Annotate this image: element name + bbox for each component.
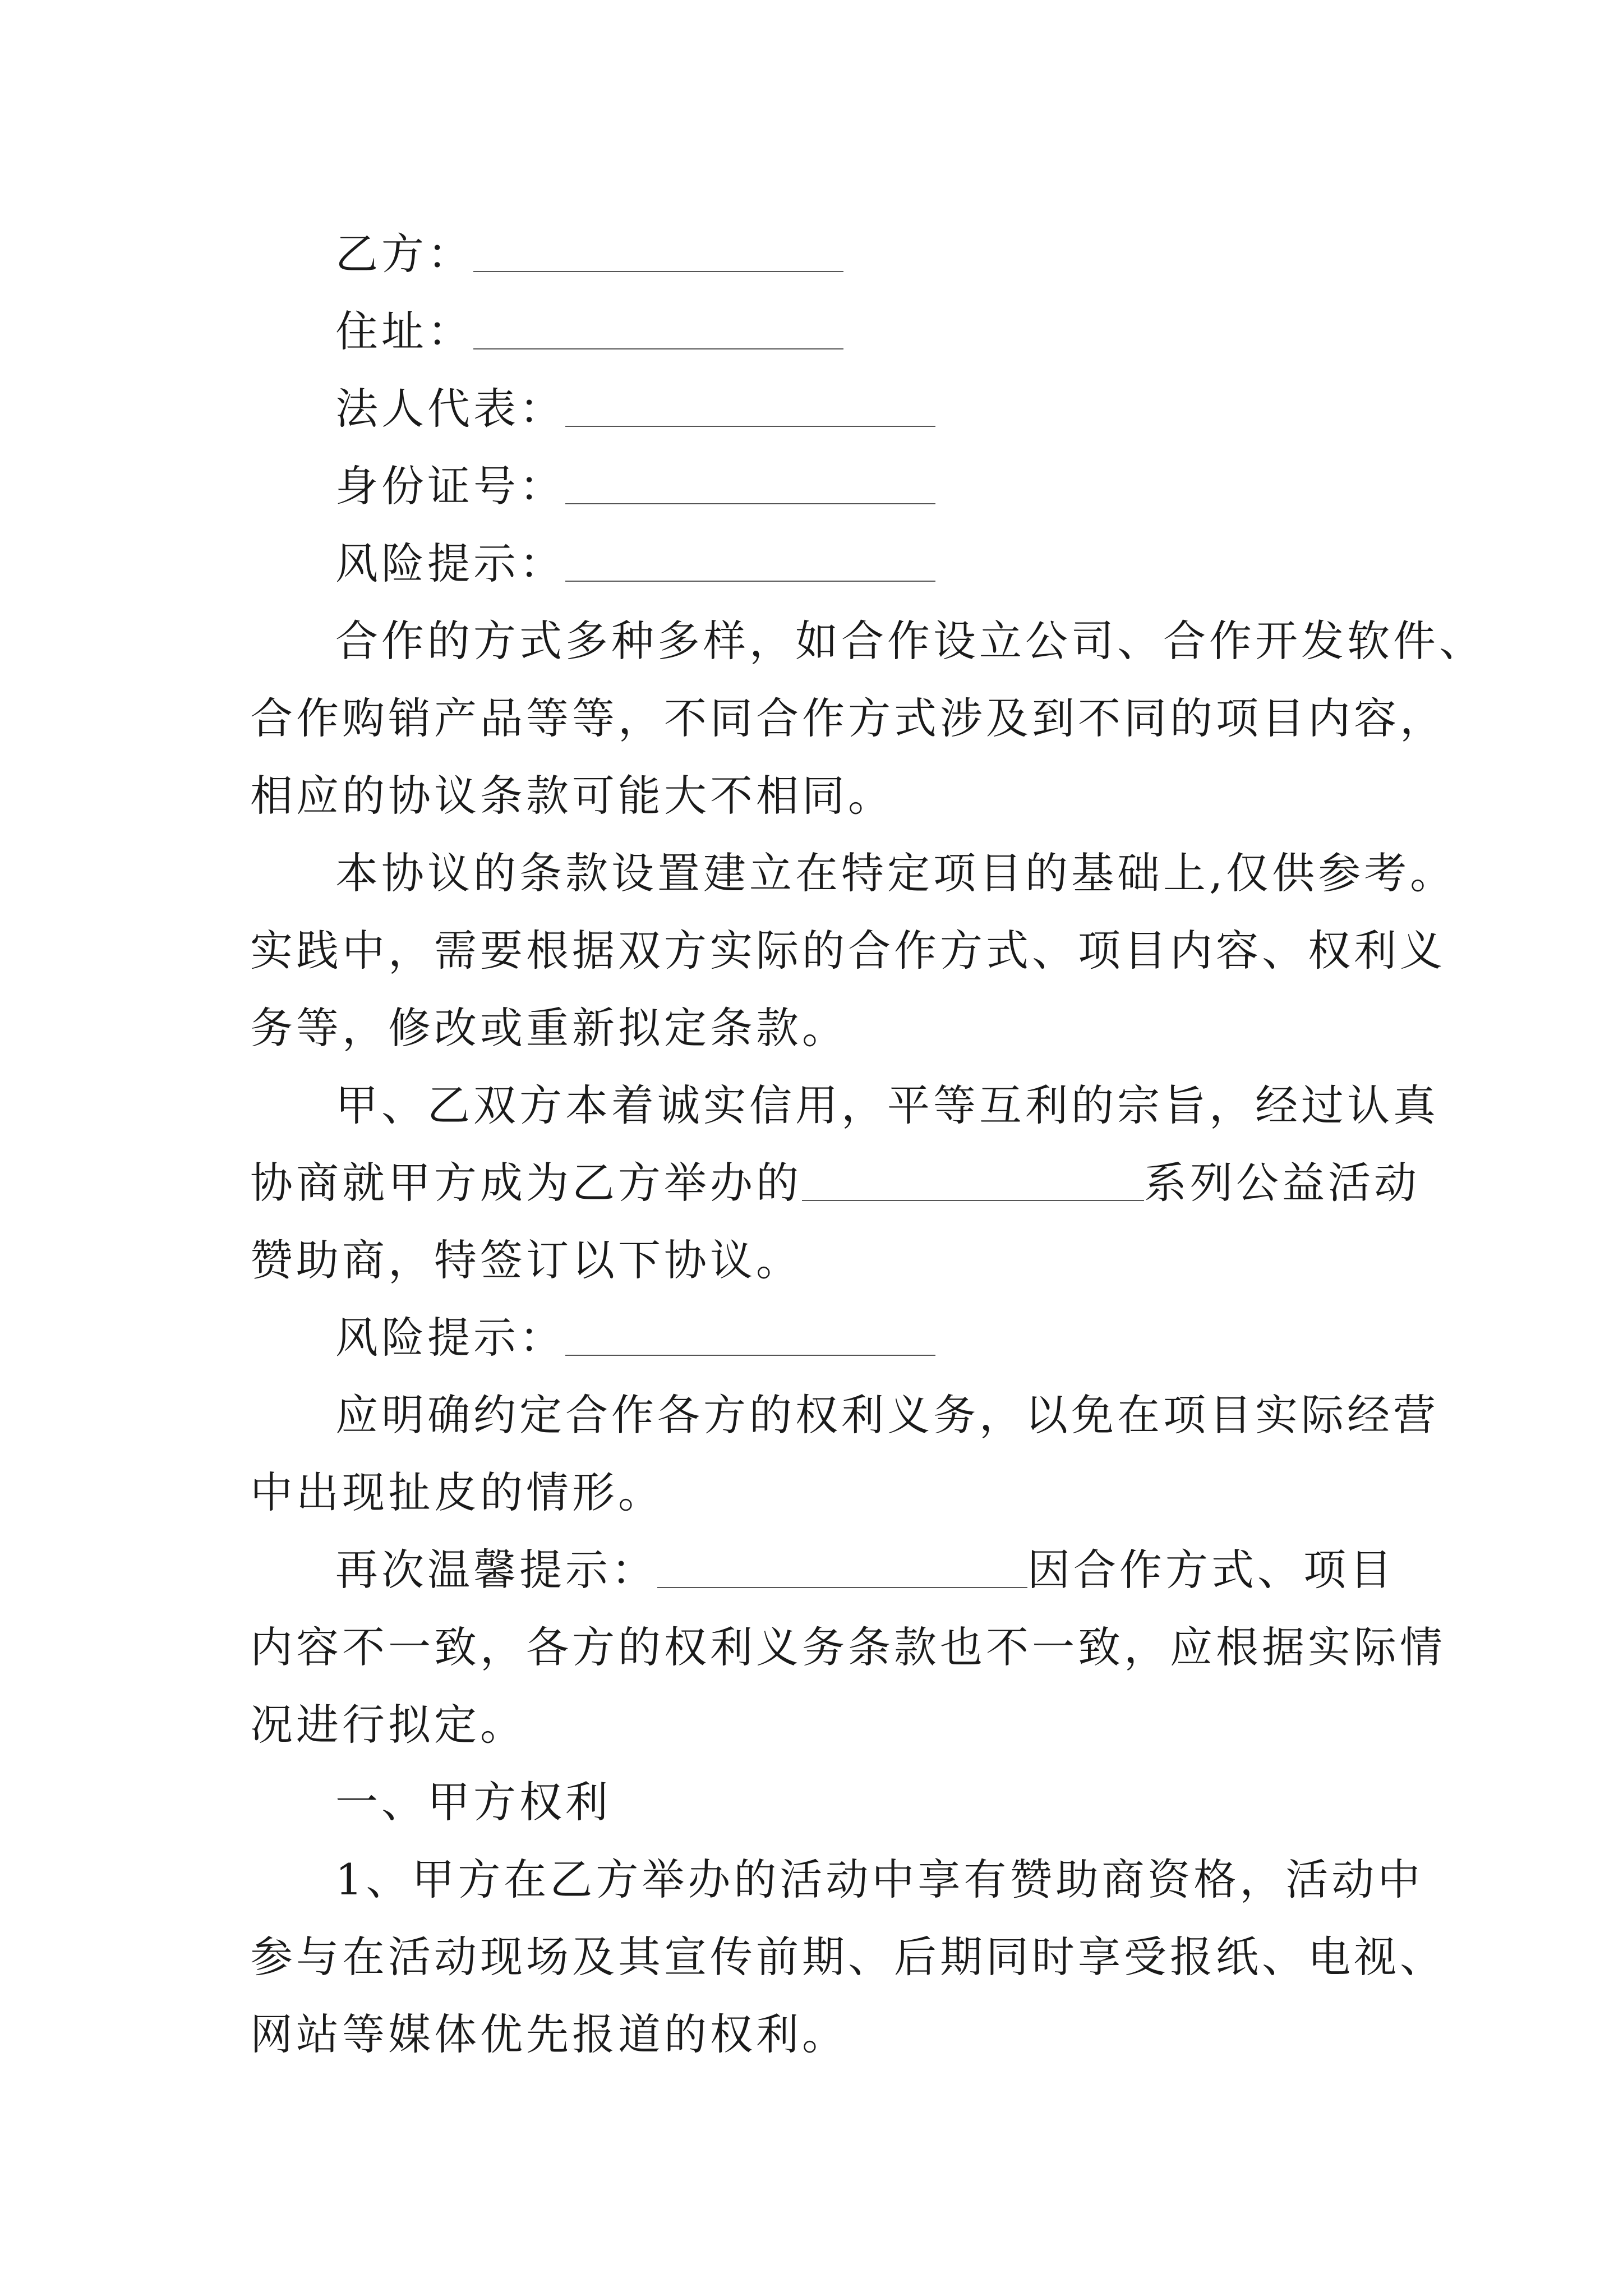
paragraph-line: 网站等媒体优先报道的权利。 <box>250 2009 848 2059</box>
address-field <box>250 293 1394 370</box>
risk-notice-field-2 <box>250 1299 1394 1377</box>
paragraph-line: 1、甲方在乙方举办的活动中享有赞助商资格，活动中 <box>335 1855 1424 1904</box>
paragraph-line: 务等，修改或重新拟定条款。 <box>250 1003 848 1053</box>
paragraph-line: 实践中，需要根据双方实际的合作方式、项目内容、权利义 <box>250 926 1446 976</box>
paragraph-line: 本协议的条款设置建立在特定项目的基础上,仅供参考。 <box>335 848 1456 898</box>
id-number-field <box>250 448 1394 525</box>
party-b-label: 乙方： <box>335 229 473 279</box>
paragraph-line: 甲、乙双方本着诚实信用，平等互利的宗旨，经过认真 <box>335 1080 1439 1130</box>
paragraph-line: 参与在活动现场及其宣传前期、后期同时享受报纸、电视、 <box>250 1932 1446 1982</box>
risk-notice-label-2: 风险提示： <box>335 1313 565 1363</box>
legal-rep-label: 法人代表： <box>335 384 565 434</box>
party-b-field <box>250 215 1394 293</box>
paragraph-line-with-blank <box>250 1144 1420 1222</box>
risk-notice-label: 风险提示： <box>335 539 565 588</box>
text-fragment: 再次温馨提示： <box>335 1545 657 1595</box>
address-label: 住址： <box>335 306 473 356</box>
paragraph-line: 合作的方式多种多样，如合作设立公司、合作开发软件、 <box>335 616 1485 666</box>
document-page <box>250 215 1485 2073</box>
id-number-label: 身份证号： <box>335 461 565 511</box>
paragraph-line: 应明确约定合作各方的权利义务，以免在项目实际经营 <box>335 1390 1439 1440</box>
paragraph-line: 合作购销产品等等，不同合作方式涉及到不同的项目内容， <box>250 693 1446 743</box>
event-name-blank[interactable] <box>802 1166 1144 1201</box>
paragraph-line: 相应的协议条款可能大不相同。 <box>250 771 894 821</box>
risk-notice-blank[interactable] <box>565 547 935 582</box>
text-fragment: 系列公益活动 <box>1144 1158 1420 1208</box>
legal-rep-blank[interactable] <box>565 392 935 427</box>
risk-notice-field <box>250 525 1394 602</box>
paragraph-line: 中出现扯皮的情形。 <box>250 1467 664 1517</box>
text-fragment: 因合作方式、项目 <box>1027 1545 1395 1595</box>
risk-notice-blank-2[interactable] <box>565 1321 935 1356</box>
address-blank[interactable] <box>473 315 843 349</box>
reminder-blank[interactable] <box>657 1553 1027 1588</box>
section-heading: 一、甲方权利 <box>335 1777 611 1827</box>
paragraph-line: 内容不一致，各方的权利义务条款也不一致，应根据实际情 <box>250 1622 1446 1672</box>
reminder-line <box>250 1531 1394 1609</box>
paragraph-line: 况进行拟定。 <box>250 1700 526 1750</box>
paragraph-line: 赞助商，特签订以下协议。 <box>250 1235 802 1285</box>
legal-rep-field <box>250 370 1394 448</box>
text-fragment: 协商就甲方成为乙方举办的 <box>250 1158 802 1208</box>
party-b-blank[interactable] <box>473 237 843 272</box>
id-number-blank[interactable] <box>565 470 935 504</box>
